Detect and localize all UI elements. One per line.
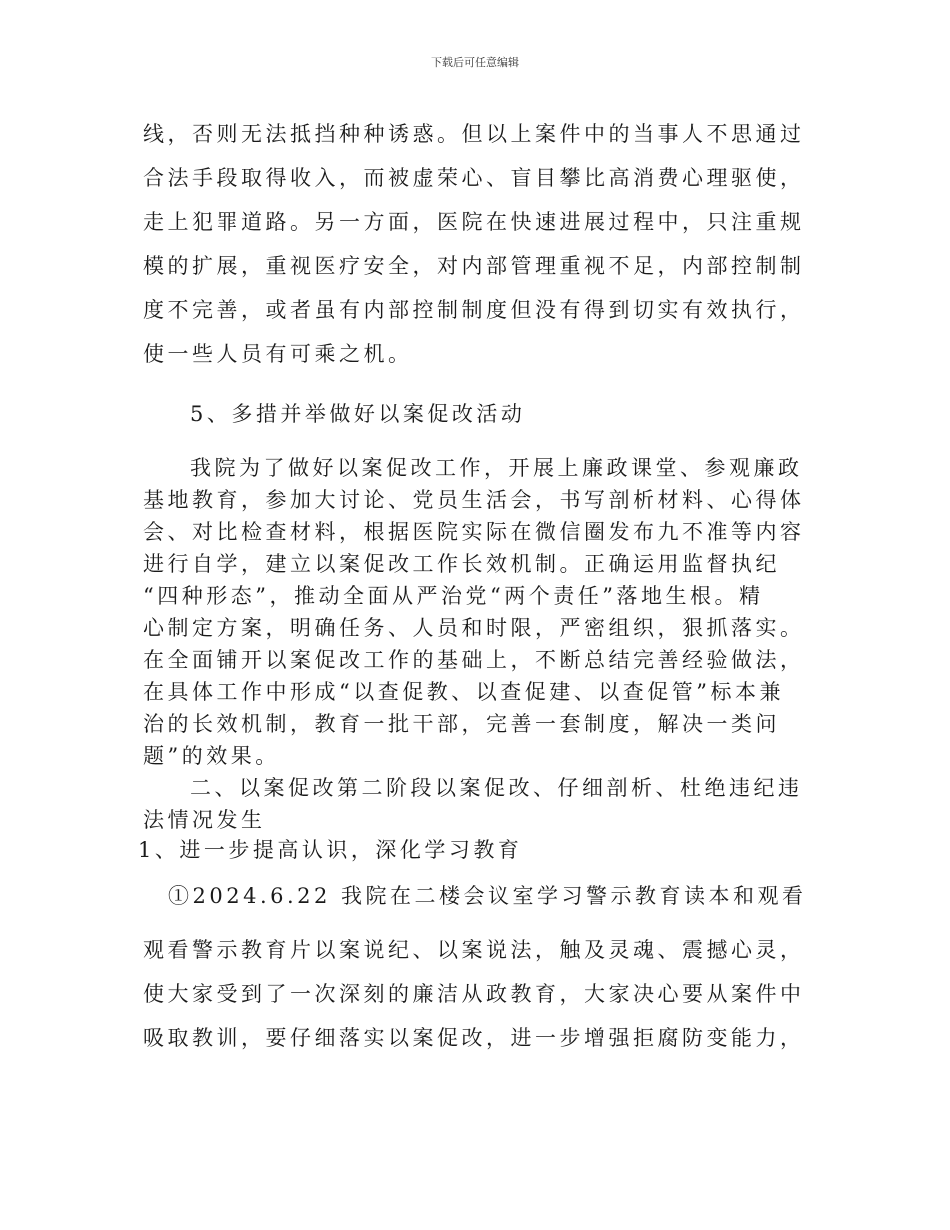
text-line: 我院为了做好以案促改工作，开展上廉政课堂、参观廉政 bbox=[190, 456, 803, 480]
text-line: 题”的效果。 bbox=[143, 744, 280, 768]
text-line: 使一些人员有可乘之机。 bbox=[143, 342, 413, 366]
text-line: ①2024.6.22 我院在二楼会议室学习警示教育读本和观看 bbox=[168, 884, 807, 908]
text-line: 1、进一步提高认识，深化学习教育 bbox=[138, 838, 523, 862]
text-line: 5、多措并举做好以案促改活动 bbox=[190, 402, 526, 426]
text-line: 治的长效机制，教育一批干部，完善一套制度，解决一类问 bbox=[143, 712, 780, 736]
text-line: 吸取教训，要仔细落实以案促改，进一步增强拒腐防变能力， bbox=[143, 1026, 805, 1050]
text-line: 在全面铺开以案促改工作的基础上，不断总结完善经验做法， bbox=[143, 648, 805, 672]
text-line: 在具体工作中形成“以查促教、以查促建、以查促管”标本兼 bbox=[143, 680, 784, 704]
text-line: 进行自学，建立以案促改工作长效机制。正确运用监督执纪 bbox=[143, 552, 780, 576]
text-line: 走上犯罪道路。另一方面，医院在快速进展过程中，只注重规 bbox=[143, 210, 805, 234]
text-line: 模的扩展，重视医疗安全，对内部管理重视不足，内部控制制 bbox=[143, 254, 805, 278]
text-line: 心制定方案，明确任务、人员和时限，严密组织，狠抓落实。 bbox=[143, 616, 805, 640]
text-line: 度不完善，或者虽有内部控制制度但没有得到切实有效执行， bbox=[143, 298, 805, 322]
text-line: 线，否则无法抵挡种种诱惑。但以上案件中的当事人不思通过 bbox=[143, 122, 805, 146]
text-line: 基地教育，参加大讨论、党员生活会，书写剖析材料、心得体 bbox=[143, 488, 805, 512]
text-line: 法情况发生 bbox=[143, 808, 266, 832]
text-line: 会、对比检查材料，根据医院实际在微信圈发布九不准等内容 bbox=[143, 520, 805, 544]
text-line: “四种形态”，推动全面从严治党“两个责任”落地生根。精 bbox=[143, 584, 764, 608]
text-line: 观看警示教育片以案说纪、以案说法，触及灵魂、震撼心灵， bbox=[143, 938, 805, 962]
page-header: 下载后可任意编辑 bbox=[431, 56, 519, 69]
text-line: 使大家受到了一次深刻的廉洁从政教育，大家决心要从案件中 bbox=[143, 982, 805, 1006]
text-line: 合法手段取得收入，而被虚荣心、盲目攀比高消费心理驱使， bbox=[143, 166, 805, 190]
text-line: 二、以案促改第二阶段以案促改、仔细剖析、杜绝违纪违 bbox=[190, 776, 803, 800]
